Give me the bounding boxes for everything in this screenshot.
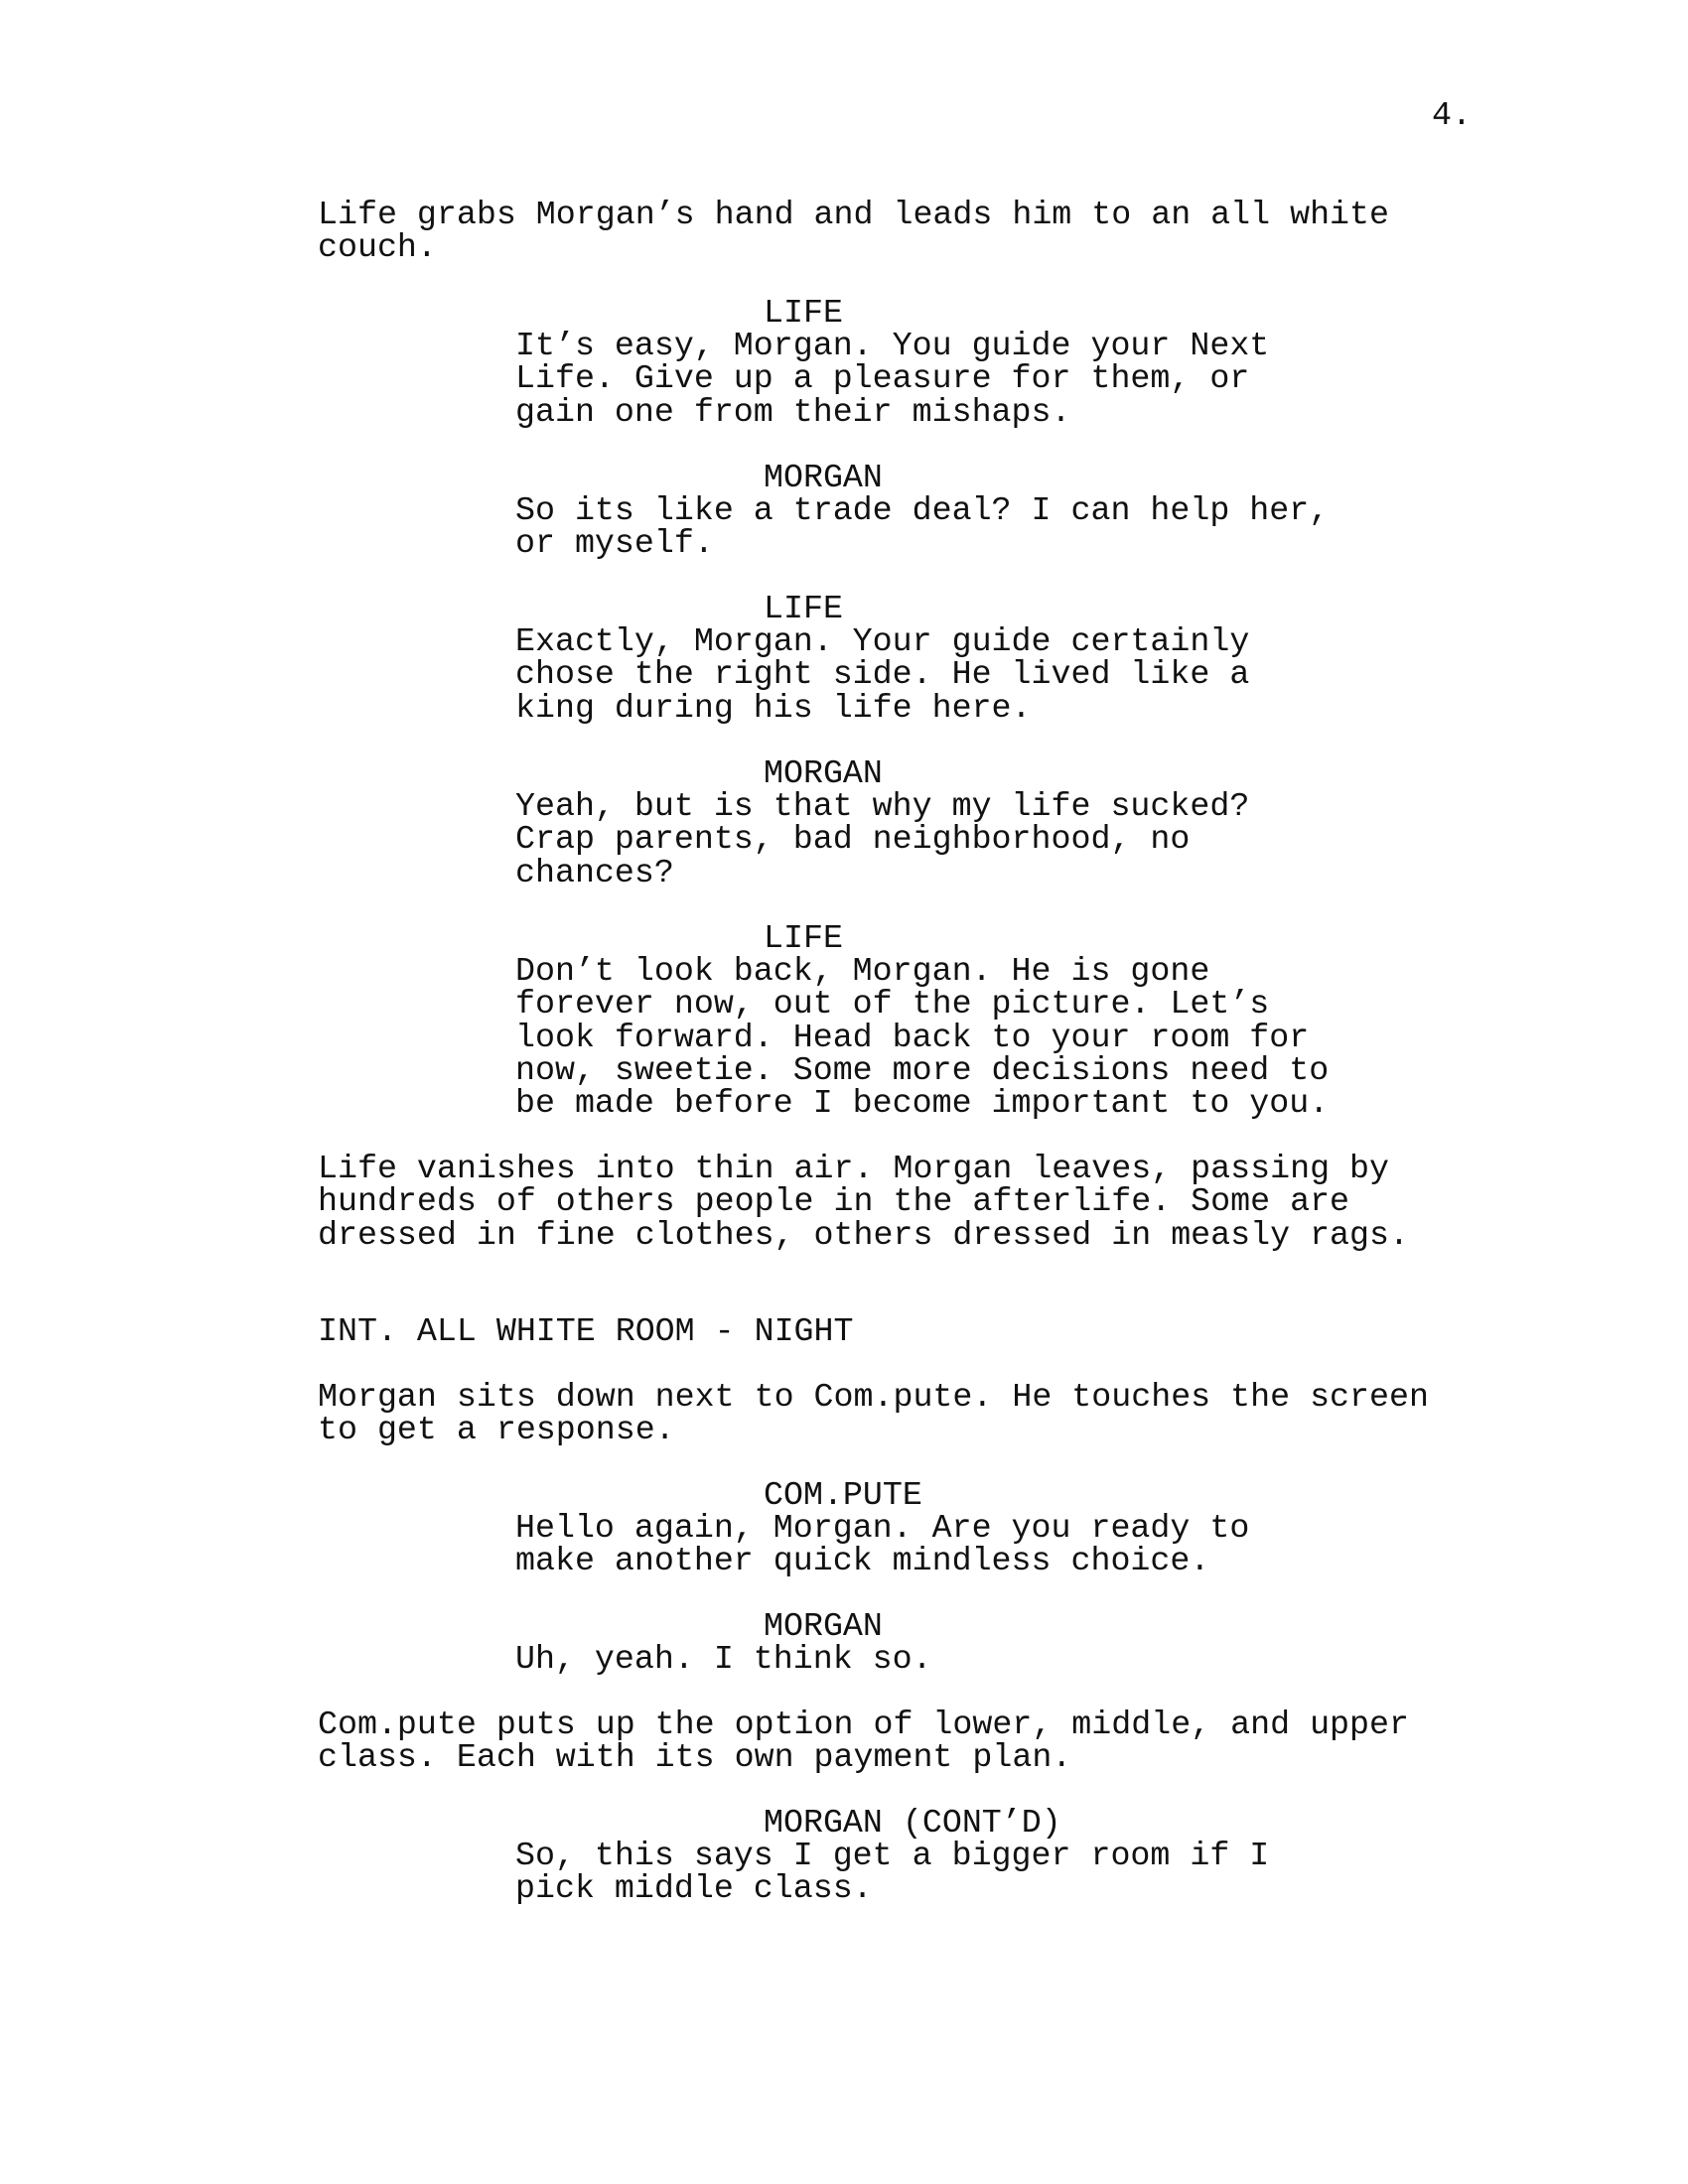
dialogue-line: now, sweetie. Some more decisions need to — [515, 1050, 1330, 1089]
character-cue — [764, 1804, 1061, 1842]
character-name: LIFE — [764, 919, 843, 957]
action-line: dressed in fine clothes, others dressed in measly rags. — [318, 1215, 1409, 1254]
dialogue-block — [515, 327, 1270, 431]
action-block — [318, 1708, 1409, 1775]
dialogue-line: So, this says I get a bigger room if I — [515, 1837, 1270, 1874]
character-name: MORGAN — [764, 754, 883, 792]
character-name: MORGAN (CONT’D) — [764, 1804, 1061, 1842]
dialogue-line: Exactly, Morgan. Your guide certainly — [515, 622, 1250, 660]
dialogue-line: It’s easy, Morgan. You guide your Next — [515, 327, 1270, 364]
dialogue-line: Uh, yeah. I think so. — [515, 1640, 932, 1678]
dialogue-line: Yeah, but is that why my life sucked? — [515, 787, 1250, 825]
dialogue-block — [515, 491, 1330, 563]
dialogue-block — [515, 622, 1250, 727]
action-line: Com.pute puts up the option of lower, middle, and upper — [318, 1706, 1409, 1743]
character-name: LIFE — [764, 590, 843, 627]
dialogue-line: Hello again, Morgan. Are you ready to — [515, 1509, 1250, 1547]
action-line: couch. — [318, 228, 437, 267]
action-line: to get a response. — [318, 1411, 675, 1449]
dialogue-line: be made before I become important to you. — [515, 1084, 1330, 1123]
dialogue-line: king during his life here. — [515, 688, 1032, 727]
dialogue-line: So its like a trade deal? I can help her, — [515, 491, 1330, 529]
dialogue-line: make another quick mindless choice. — [515, 1542, 1210, 1580]
character-cue — [764, 459, 883, 496]
action-block — [318, 196, 1389, 267]
dialogue-line: pick middle class. — [515, 1869, 873, 1908]
action-line: Morgan sits down next to Com.pute. He touches the screen — [318, 1378, 1429, 1416]
character-cue — [764, 1476, 922, 1514]
action-line: class. Each with its own payment plan. — [318, 1738, 1072, 1777]
action-block — [318, 1150, 1409, 1254]
dialogue-line: Don’t look back, Morgan. He is gone — [515, 952, 1210, 990]
dialogue-line: gain one from their mishaps. — [515, 392, 1071, 431]
dialogue-line: chances? — [515, 853, 674, 891]
dialogue-line: Life. Give up a pleasure for them, or — [515, 359, 1250, 398]
dialogue-block — [515, 1509, 1250, 1580]
page-number: 4. — [1432, 96, 1472, 134]
dialogue-line: chose the right side. He lived like a — [515, 655, 1250, 694]
action-line: hundreds of others people in the afterlife. Some are — [318, 1182, 1350, 1221]
dialogue-block — [515, 787, 1250, 891]
dialogue-block — [515, 952, 1330, 1123]
character-cue — [764, 919, 843, 957]
character-name: MORGAN — [764, 459, 883, 496]
dialogue-line: look forward. Head back to your room for — [515, 1018, 1310, 1056]
character-name: LIFE — [764, 294, 843, 332]
character-cue — [764, 1607, 883, 1645]
scene-heading — [318, 1312, 854, 1350]
character-name: MORGAN — [764, 1607, 883, 1645]
character-cue — [764, 294, 843, 332]
character-cue — [764, 590, 843, 627]
dialogue-line: forever now, out of the picture. Let’s — [515, 985, 1270, 1024]
action-line: Life vanishes into thin air. Morgan leaves, passing by — [318, 1150, 1389, 1187]
scene-heading-text: INT. ALL WHITE ROOM - NIGHT — [318, 1312, 854, 1350]
dialogue-line: Crap parents, bad neighborhood, no — [515, 820, 1191, 859]
action-block — [318, 1378, 1429, 1449]
dialogue-block — [515, 1640, 932, 1678]
character-name: COM.PUTE — [764, 1476, 922, 1514]
dialogue-line: or myself. — [515, 524, 714, 563]
character-cue — [764, 754, 883, 792]
action-line: Life grabs Morgan’s hand and leads him to an all white — [318, 196, 1389, 233]
dialogue-block — [515, 1837, 1270, 1908]
